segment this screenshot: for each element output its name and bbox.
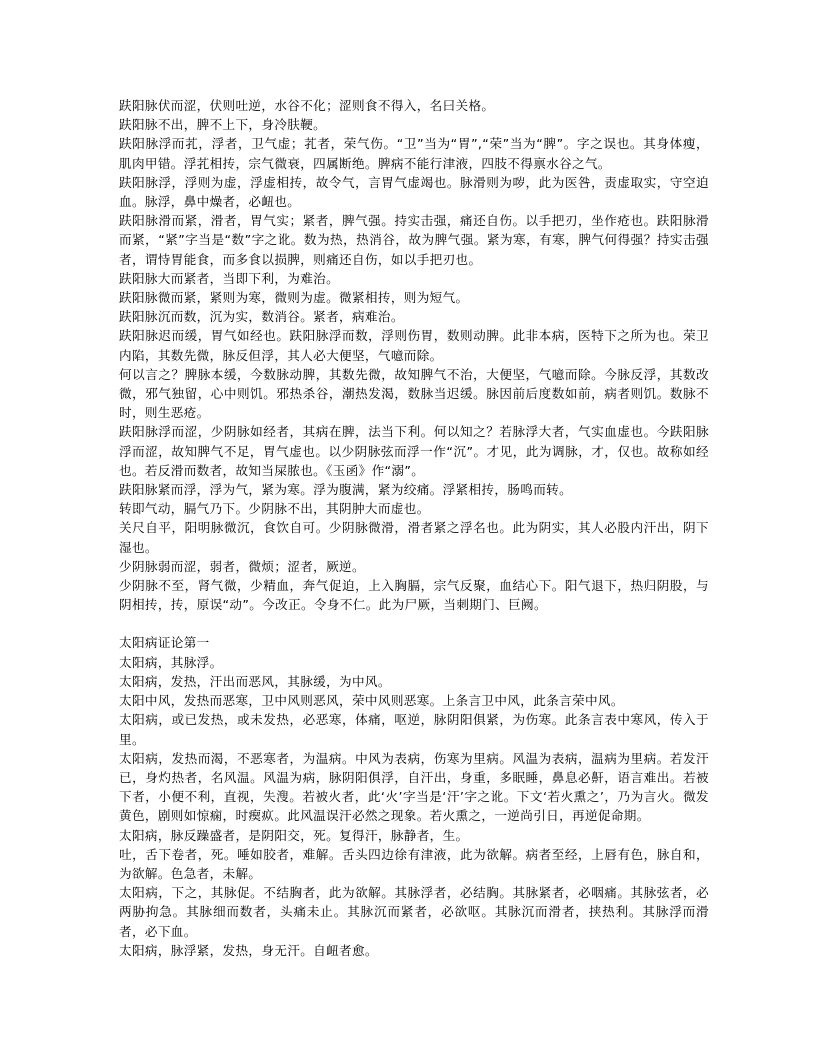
- paragraph: 趺阳脉迟而缓，胃气如经也。趺阳脉浮而数，浮则伤胃，数则动脾。此非本病，医特下之所为也。荣卫内陷，其数先微，脉反但浮，其人必大便坚，气噫而除。: [119, 328, 709, 363]
- paragraph: 趺阳脉沉而数，沉为实，数消谷。紧者，病难治。: [119, 309, 404, 325]
- paragraph: 太阳病，下之，其脉促。不结胸者，此为欲解。其脉浮者，必结胸。其脉紧者，必咽痛。其脉弦者，必两胁拘急。其脉细而数者，头痛未止。其脉沉而紧者，必欲呕。其脉沉而滑者，挟热利。其脉浮而滑者，必下血。: [119, 885, 709, 939]
- paragraph: 趺阳脉伏而涩，伏则吐逆，水谷不化；涩则食不得入，名曰关格。: [119, 98, 495, 113]
- paragraph: 太阳病，脉反躁盛者，是阴阳交，死。复得汗，脉静者，生。: [119, 827, 469, 843]
- paragraph: 趺阳脉不出，脾不上下，身冷肤鞕。: [119, 117, 327, 133]
- paragraph: 太阳中风，发热而恶寒，卫中风则恶风，荣中风则恶寒。上条言卫中风，此条言荣中风。: [119, 693, 624, 709]
- paragraph: 太阳病，脉浮紧，发热，身无汗。自衄者愈。: [119, 942, 378, 958]
- paragraph: 太阳病，发热而渴，不恶寒者，为温病。中风为表病，伤寒为里病。风温为表病，温病为里病。若发汗已，身灼热者，名风温。风温为病，脉阴阳俱浮，自汗出，身重，多眠睡，鼻息必鼾，语言难出。若被下者，小便不利，直视，失溲。若被火者，此‘火’字当是‘汗’字之讹。下文‘若火熏之’，乃为言火。微发黄色，剧则如惊痫，时瘈疭。此风温误汗必然之现象。若火熏之，一逆尚引日，再逆促命期。: [119, 750, 709, 824]
- paragraph: 趺阳脉浮而芤，浮者，卫气虚；芤者，荣气伤。“卫”当为“胃”,“荣”当为“脾”。字之误也。其身体瘦，肌肉甲错。浮芤相抟，宗气微衰，四属断绝。脾病不能行津液，四肢不得禀水谷之气。: [119, 136, 709, 171]
- paragraph: 太阳病，其脉浮。: [119, 654, 223, 670]
- paragraph: 趺阳脉大而紧者，当即下利，为难治。: [119, 270, 340, 286]
- paragraph: 转即气动，膈气乃下。少阴脉不出，其阴肿大而虚也。: [119, 501, 430, 517]
- paragraph: 太阳病，或已发热，或未发热，必恶寒，体痛，呕逆，脉阴阳俱紧，为伤寒。此条言表中寒风，传入于里。: [119, 712, 709, 747]
- section-heading: 太阳病证论第一: [119, 635, 210, 651]
- paragraph: 少阴脉不至，肾气微，少精血，奔气促迫，上入胸膈，宗气反聚，血结心下。阳气退下，热归阴股，与阴相抟，抟，原误“动”。今改正。令身不仁。此为尸厥，当刺期门、巨阙。: [119, 578, 709, 613]
- paragraph: 吐，舌下卷者，死。唾如胶者，难解。舌头四边徐有津液，此为欲解。病者至经，上唇有色，脉自和，为欲解。色急者，未解。: [119, 846, 709, 881]
- paragraph: 太阳病，发热，汗出而恶风，其脉缓，为中风。: [119, 673, 391, 689]
- paragraph: 趺阳脉紧而浮，浮为气，紧为寒。浮为腹满，紧为绞痛。浮紧相抟，肠鸣而转。: [119, 482, 573, 498]
- paragraph: 少阴脉弱而涩，弱者，微烦；涩者，厥逆。: [119, 558, 365, 574]
- paragraph: 关尺自平，阳明脉微沉，食饮自可。少阴脉微滑，滑者紧之浮名也。此为阴实，其人必股内汗出，阴下湿也。: [119, 520, 709, 555]
- paragraph: 趺阳脉微而紧，紧则为寒，微则为虚。微紧相抟，则为短气。: [119, 290, 469, 306]
- paragraph: 趺阳脉浮，浮则为虚，浮虚相抟，故令气，言胃气虚竭也。脉滑则为哕，此为医咎，责虚取实，守空迫血。脉浮，鼻中燥者，必衄也。: [119, 174, 709, 210]
- document-page: [119, 96, 709, 960]
- paragraph: 趺阳脉滑而紧，滑者，胃气实；紧者，脾气强。持实击强，痛还自伤。以手把刃，坐作疮也。趺阳脉滑而紧，“紧”字当是“数”字之讹。数为热，热消谷，故为脾气强。紧为寒，有寒，脾气何得强？持实击强者，谓恃胃能食，而多食以损脾，则痛还自伤，如以手把刃也。: [119, 213, 709, 267]
- paragraph: 趺阳脉浮而涩，少阴脉如经者，其病在脾，法当下利。何以知之？若脉浮大者，气实血虚也。今趺阳脉浮而涩，故知脾气不足，胃气虚也。以少阴脉弦而浮一作“沉”。才见，此为调脉，才，仅也。故称如经也。若反滑而数者，故知当屎脓也。《玉函》作“溺”。: [119, 424, 709, 478]
- section-spacer: [119, 614, 709, 633]
- paragraph: 何以言之？脾脉本缓，今数脉动脾，其数先微，故知脾气不治，大便坚，气噫而除。今脉反浮，其数改微，邪气独留，心中则饥。邪热杀谷，潮热发渴，数脉当迟缓。脉因前后度数如前，病者则饥。数脉不时，则生恶疮。: [119, 366, 709, 421]
